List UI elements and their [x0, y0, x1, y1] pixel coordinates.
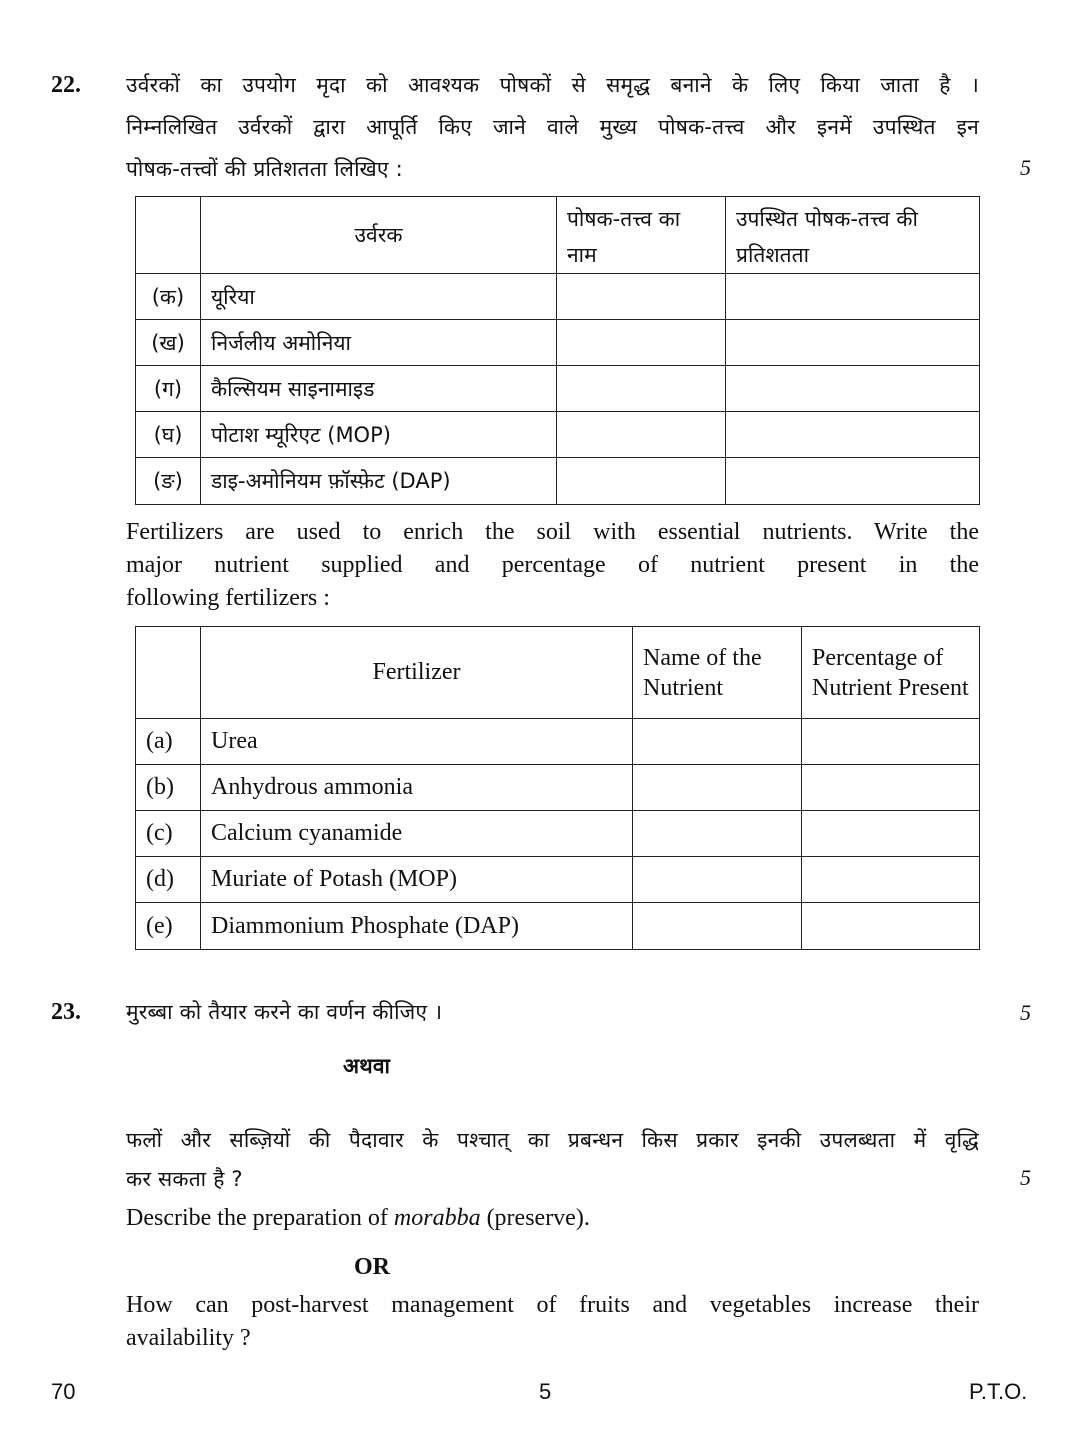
table-header-row — [136, 197, 980, 274]
q22-hindi-table — [135, 196, 980, 505]
row-fertilizer: यूरिया — [201, 274, 557, 320]
table-row — [136, 903, 980, 950]
q23-hindi-alt-line-1: फलों और सब्ज़ियों की पैदावार के पश्चात् का प्रबन्धन किस प्रकार इनकी उपलब्धता में वृद्धि — [126, 1128, 979, 1152]
table-header-fertilizer: Fertilizer — [201, 627, 633, 719]
row-label: (e) — [136, 903, 201, 950]
q23-english-alt-line-1: How can post-harvest management of fruits and vegetables increase their — [126, 1292, 979, 1318]
row-percentage-cell — [802, 765, 980, 811]
q23-hindi-or: अथवा — [343, 1054, 391, 1078]
row-label: (b) — [136, 765, 201, 811]
q23-english-question-suffix: (preserve). — [480, 1205, 590, 1231]
row-percentage-cell — [726, 458, 980, 505]
row-label: (ख) — [136, 320, 201, 366]
row-fertilizer: पोटाश म्यूरिएट (MOP) — [201, 412, 557, 458]
row-label: (c) — [136, 811, 201, 857]
q23-english-question — [126, 1202, 590, 1235]
row-label: (a) — [136, 719, 201, 765]
row-nutrient-cell — [633, 765, 802, 811]
q22-english-line-1: Fertilizers are used to enrich the soil with essential nutrients. Write the — [126, 519, 979, 545]
table-header-percentage: Percentage of Nutrient Present — [802, 627, 980, 719]
q23-marks-2: 5 — [1020, 1165, 1031, 1190]
table-header-fertilizer: उर्वरक — [201, 197, 557, 274]
row-nutrient-cell — [557, 366, 726, 412]
footer-page-number: 5 — [539, 1379, 552, 1404]
table-row — [136, 811, 980, 857]
row-label: (ङ) — [136, 458, 201, 505]
row-nutrient-cell — [633, 857, 802, 903]
q23-english-alt-line-2: availability ? — [126, 1325, 251, 1351]
q22-hindi-line-2: निम्नलिखित उर्वरकों द्वारा आपूर्ति किए जाने वाले मुख्य पोषक-तत्त्व और इनमें उपस्थित इन — [126, 115, 979, 139]
q23-hindi-alt-line-2: कर सकता है ? — [126, 1167, 243, 1191]
q22-english-table — [135, 626, 980, 950]
table-row — [136, 719, 980, 765]
q22-english-line-2: major nutrient supplied and percentage of nutrient present in the — [126, 552, 979, 578]
q22-english-line-3: following fertilizers : — [126, 585, 330, 611]
row-label: (घ) — [136, 412, 201, 458]
row-label: (क) — [136, 274, 201, 320]
row-percentage-cell — [726, 274, 980, 320]
q23-english-question-prefix: Describe the preparation of — [126, 1205, 394, 1231]
row-fertilizer: Urea — [201, 719, 633, 765]
table-header-nutrient-name: Name of the Nutrient — [633, 627, 802, 719]
row-fertilizer: Calcium cyanamide — [201, 811, 633, 857]
row-nutrient-cell — [633, 719, 802, 765]
table-row — [136, 765, 980, 811]
row-fertilizer: डाइ-अमोनियम फ़ॉस्फ़ेट (DAP) — [201, 458, 557, 505]
q22-hindi-line-1: उर्वरकों का उपयोग मृदा को आवश्यक पोषकों से समृद्ध बनाने के लिए किया जाता है । — [126, 73, 979, 97]
row-nutrient-cell — [557, 412, 726, 458]
table-header-cell — [136, 197, 201, 274]
row-nutrient-cell — [633, 903, 802, 950]
table-header-cell — [136, 627, 201, 719]
table-row — [136, 458, 980, 505]
table-row — [136, 857, 980, 903]
table-row — [136, 366, 980, 412]
footer-pto: P.T.O. — [969, 1379, 1028, 1404]
row-percentage-cell — [726, 366, 980, 412]
row-nutrient-cell — [557, 274, 726, 320]
q23-marks-1: 5 — [1020, 1000, 1031, 1025]
row-nutrient-cell — [557, 320, 726, 366]
row-fertilizer: Muriate of Potash (MOP) — [201, 857, 633, 903]
footer-paper-code: 70 — [51, 1379, 76, 1404]
row-nutrient-cell — [633, 811, 802, 857]
table-header-row — [136, 627, 980, 719]
table-header-percentage: उपस्थित पोषक-तत्त्व की प्रतिशतता — [726, 197, 980, 274]
row-percentage-cell — [802, 903, 980, 950]
row-percentage-cell — [726, 320, 980, 366]
q22-hindi-line-3: पोषक-तत्त्वों की प्रतिशतता लिखिए : — [126, 157, 403, 181]
q23-hindi-question: मुरब्बा को तैयार करने का वर्णन कीजिए । — [126, 1000, 443, 1024]
row-fertilizer: निर्जलीय अमोनिया — [201, 320, 557, 366]
row-fertilizer: Anhydrous ammonia — [201, 765, 633, 811]
table-row — [136, 412, 980, 458]
row-label: (ग) — [136, 366, 201, 412]
table-header-nutrient-name: पोषक-तत्त्व का नाम — [557, 197, 726, 274]
q23-english-or: OR — [354, 1254, 390, 1280]
q22-marks: 5 — [1020, 155, 1031, 180]
table-row — [136, 320, 980, 366]
row-fertilizer: Diammonium Phosphate (DAP) — [201, 903, 633, 950]
question-23-number: 23. — [51, 999, 81, 1025]
row-percentage-cell — [726, 412, 980, 458]
row-fertilizer: कैल्सियम साइनामाइड — [201, 366, 557, 412]
question-22-number: 22. — [51, 72, 81, 98]
row-percentage-cell — [802, 857, 980, 903]
table-row — [136, 274, 980, 320]
row-percentage-cell — [802, 719, 980, 765]
row-percentage-cell — [802, 811, 980, 857]
row-nutrient-cell — [557, 458, 726, 505]
q23-english-question-italic: morabba — [393, 1205, 481, 1231]
row-label: (d) — [136, 857, 201, 903]
